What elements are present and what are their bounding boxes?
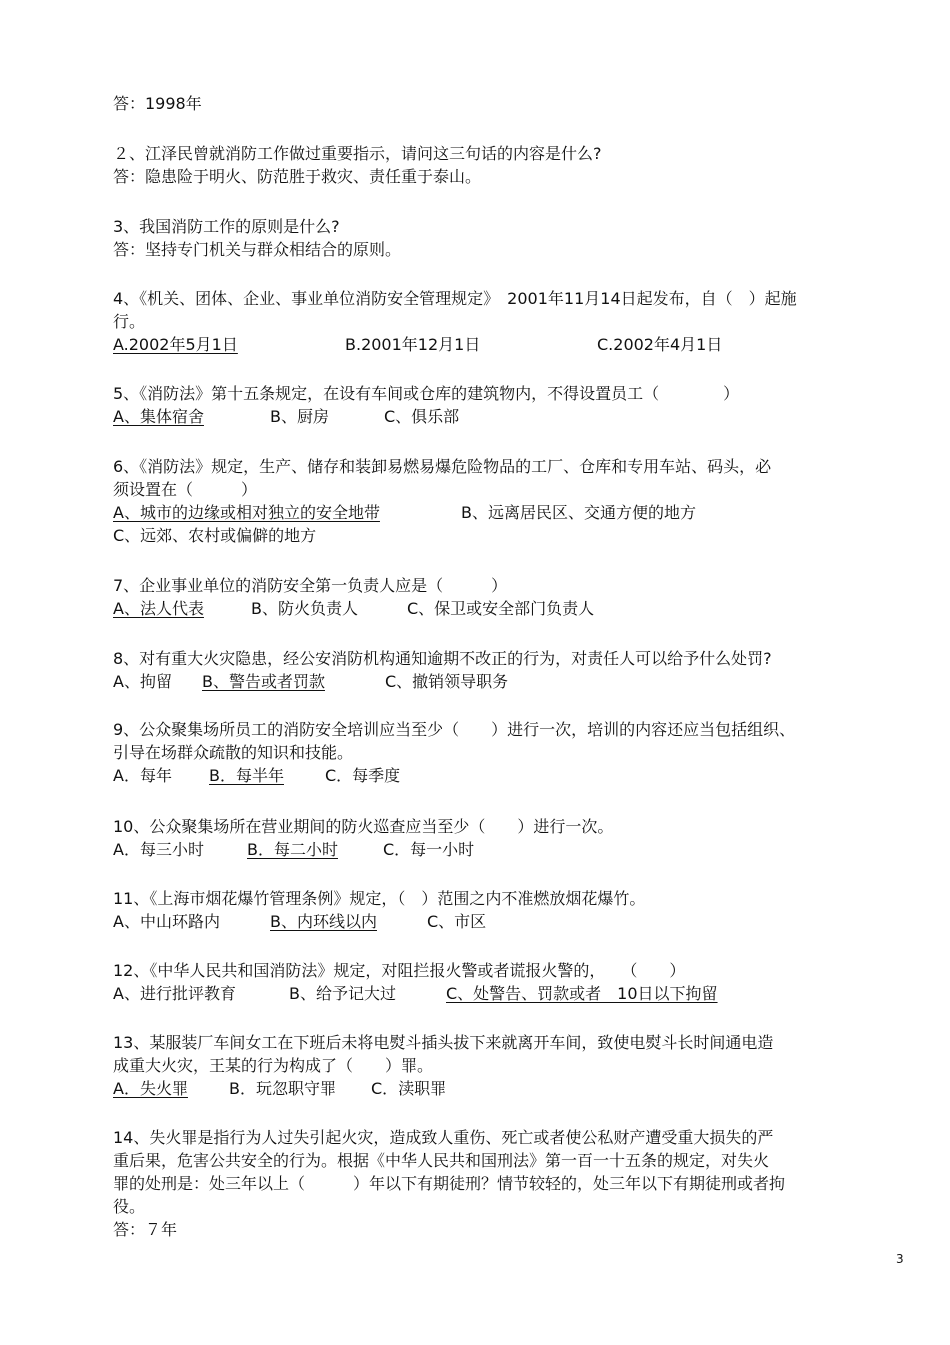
options-row: [113, 597, 913, 620]
option-a-answer: A、法人代表: [113, 599, 204, 618]
option-c: C．渎职罪: [371, 1079, 447, 1098]
option-a: A、拘留: [113, 672, 172, 691]
option-c: C．每一小时: [383, 840, 475, 859]
option-c: C、市区: [427, 912, 487, 931]
text-line: 8、对有重大火灾隐患，经公安消防机构通知逾期不改正的行为，对责任人可以给予什么处罚?: [113, 649, 772, 668]
question-11: [113, 887, 913, 933]
text-line: 5、《消防法》第十五条规定，在设有车间或仓库的建筑物内，不得设置员工（ ）: [113, 384, 740, 403]
question-7: [113, 574, 913, 620]
text-line: 11、《上海市烟花爆竹管理条例》规定，（ ）范围之内不准燃放烟花爆竹。: [113, 889, 646, 908]
option-b-answer: B．每半年: [209, 766, 284, 785]
text-line: 罪的处刑是：处三年以上（ ）年以下有期徒刑？情节较轻的，处三年以下有期徒刑或者拘: [113, 1174, 786, 1193]
page-number: 3: [896, 1252, 904, 1266]
text-line: 3、我国消防工作的原则是什么?: [113, 217, 340, 236]
options-row: [113, 670, 913, 693]
option-c: C．每季度: [325, 766, 401, 785]
option-b: B、给予记大过: [289, 984, 396, 1003]
text-line: 答：1998年: [113, 94, 202, 113]
options-row: [113, 501, 913, 524]
option-c: C、保卫或安全部门负责人: [407, 599, 595, 618]
text-line: 行。: [113, 312, 146, 331]
question-12: [113, 959, 913, 1005]
option-b: B．玩忽职守罪: [229, 1079, 336, 1098]
option-c: C、远郊、农村或偏僻的地方: [113, 526, 317, 545]
option-c: C、俱乐部: [384, 407, 460, 426]
text-line: 须设置在（ ）: [113, 480, 258, 499]
options-row: [113, 838, 913, 861]
answer-1: [113, 92, 913, 115]
option-a-answer: A、城市的边缘或相对独立的安全地带: [113, 503, 380, 522]
question-14: [113, 1126, 913, 1241]
question-13: [113, 1031, 913, 1100]
text-line: 引导在场群众疏散的知识和技能。: [113, 743, 354, 762]
options-row: [113, 982, 913, 1005]
options-row: [113, 910, 913, 933]
option-c-answer: C、处警告、罚款或者 10日以下拘留: [446, 984, 718, 1003]
question-6: [113, 455, 913, 547]
option-a-answer: A.2002年5月1日: [113, 335, 238, 354]
question-9: [113, 718, 913, 787]
text-line: 成重大火灾，王某的行为构成了（ ）罪。: [113, 1056, 434, 1075]
options-row: [113, 333, 913, 356]
text-line: ２、江泽民曾就消防工作做过重要指示，请问这三句话的内容是什么?: [113, 144, 602, 163]
text-line: 重后果，危害公共安全的行为。根据《中华人民共和国刑法》第一百一十五条的规定，对失火: [113, 1151, 770, 1170]
question-5: [113, 382, 913, 428]
text-line: 14、失火罪是指行为人过失引起火灾，造成致人重伤、死亡或者使公私财产遭受重大损失的严: [113, 1128, 774, 1147]
option-b-answer: B、警告或者罚款: [202, 672, 325, 691]
option-b-answer: B．每二小时: [247, 840, 338, 859]
answer-line: 答：隐患险于明火、防范胜于救灾、责任重于泰山。: [113, 167, 482, 186]
text-line: 役。: [113, 1197, 146, 1216]
question-3: [113, 215, 913, 261]
option-c: C.2002年4月1日: [597, 335, 723, 354]
text-line: 4、《机关、团体、企业、事业单位消防安全管理规定》 2001年11月14日起发布，自（ ）起施: [113, 289, 797, 308]
question-2: [113, 142, 913, 188]
option-b: B、厨房: [270, 407, 329, 426]
options-row: [113, 405, 913, 428]
answer-line: 答：坚持专门机关与群众相结合的原则。: [113, 240, 402, 259]
option-c: C、撤销领导职务: [385, 672, 509, 691]
text-line: 12、《中华人民共和国消防法》规定，对阻拦报火警或者谎报火警的， （ ）: [113, 961, 686, 980]
question-4: [113, 287, 913, 356]
question-10: [113, 815, 913, 861]
options-row: [113, 764, 913, 787]
option-a-answer: A．失火罪: [113, 1079, 188, 1098]
question-8: [113, 647, 913, 693]
option-a-answer: A、集体宿舍: [113, 407, 204, 426]
text-line: 13、某服装厂车间女工在下班后未将电熨斗插头拔下来就离开车间，致使电熨斗长时间通电造: [113, 1033, 774, 1052]
text-line: 7、企业事业单位的消防安全第一负责人应是（ ）: [113, 576, 508, 595]
options-row: [113, 1077, 913, 1100]
option-a: A．每年: [113, 766, 172, 785]
option-a: A、中山环路内: [113, 912, 220, 931]
option-b: B.2001年12月1日: [345, 335, 481, 354]
answer-line: 答：７年: [113, 1220, 178, 1239]
option-b: B、防火负责人: [251, 599, 358, 618]
text-line: 10、公众聚集场所在营业期间的防火巡查应当至少（ ）进行一次。: [113, 817, 614, 836]
text-line: 6、《消防法》规定，生产、储存和装卸易燃易爆危险物品的工厂、仓库和专用车站、码头，必: [113, 457, 772, 476]
option-a: A、进行批评教育: [113, 984, 236, 1003]
option-b-answer: B、内环线以内: [270, 912, 377, 931]
text-line: 9、公众聚集场所员工的消防安全培训应当至少（ ）进行一次，培训的内容还应当包括组织、: [113, 720, 796, 739]
option-a: A．每三小时: [113, 840, 204, 859]
option-b: B、远离居民区、交通方便的地方: [461, 503, 696, 522]
